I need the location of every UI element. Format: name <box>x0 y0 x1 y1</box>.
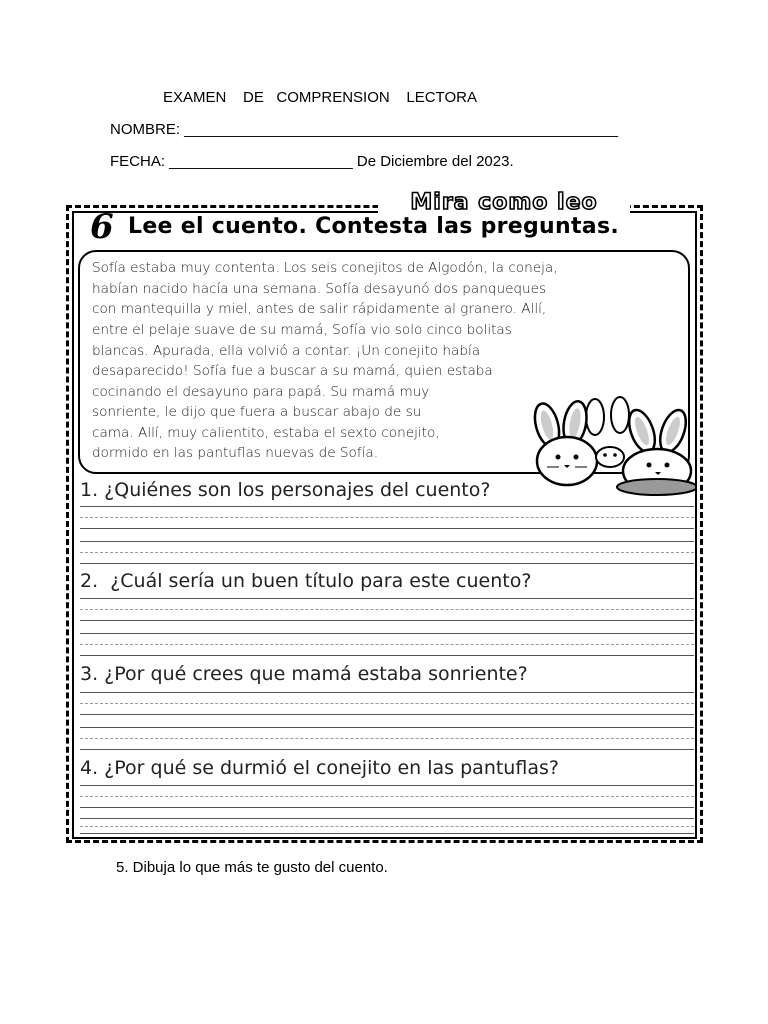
instruction-number: 6 <box>90 207 114 247</box>
question-3: 3. ¿Por qué crees que mamá estaba sonriente? <box>80 663 528 685</box>
answer-line <box>80 506 694 507</box>
banner-title: Mira como leo <box>410 190 598 215</box>
question-1: 1. ¿Quiénes son los personajes del cuento? <box>80 479 491 501</box>
answer-guide-line <box>80 738 694 739</box>
story-line: habían nacido hacía una semana. Sofía desayunó dos panqueques <box>92 281 547 297</box>
answer-line <box>80 785 694 786</box>
story-line: cocinando el desayuno para papá. Su mamá muy <box>92 384 430 400</box>
answer-line <box>80 528 694 529</box>
answer-line <box>80 749 694 750</box>
answer-line <box>80 818 694 819</box>
story-line: Sofía estaba muy contenta. Los seis conejitos de Algodón, la coneja, <box>92 260 558 276</box>
question-5: 5. Dibuja lo que más te gusto del cuento. <box>116 859 388 876</box>
date-field-label: FECHA: ______________________ De Diciembre del 2023. <box>110 153 514 170</box>
answer-line <box>80 833 694 834</box>
answer-guide-line <box>80 517 694 518</box>
answer-guide-line <box>80 796 694 797</box>
answer-line <box>80 727 694 728</box>
answer-line <box>80 541 694 542</box>
instruction-heading: Lee el cuento. Contesta las preguntas. <box>128 214 619 239</box>
story-line: sonriente, le dijo que fuera a buscar abajo de su <box>92 404 422 420</box>
question-4: 4. ¿Por qué se durmió el conejito en las pantuflas? <box>80 757 559 779</box>
answer-guide-line <box>80 552 694 553</box>
exam-title: EXAMEN DE COMPRENSION LECTORA <box>163 89 477 106</box>
story-line: dormido en las pantuflas nuevas de Sofía. <box>92 445 379 461</box>
banner <box>378 190 630 216</box>
story-line: desaparecido! Sofía fue a buscar a su mamá, quien estaba <box>92 363 493 379</box>
name-field-label: NOMBRE: ____________________________________________________ <box>110 121 618 138</box>
answer-line <box>80 633 694 634</box>
answer-guide-line <box>80 609 694 610</box>
answer-line <box>80 714 694 715</box>
answer-guide-line <box>80 703 694 704</box>
answer-guide-line <box>80 826 694 827</box>
answer-line <box>80 655 694 656</box>
answer-guide-line <box>80 644 694 645</box>
story-line: cama. Allí, muy calientito, estaba el sexto conejito, <box>92 425 440 441</box>
story-line: con mantequilla y miel, antes de salir rápidamente al granero. Allí, <box>92 301 547 317</box>
bunnies-illustration <box>525 395 695 500</box>
question-2: 2. ¿Cuál sería un buen título para este cuento? <box>80 570 532 592</box>
story-line: blancas. Apurada, ella volvió a contar. ¡Un conejito había <box>92 343 481 359</box>
answer-line <box>80 598 694 599</box>
answer-line <box>80 692 694 693</box>
answer-line <box>80 563 694 564</box>
answer-line <box>80 620 694 621</box>
story-line: entre el pelaje suave de su mamá, Sofía vio solo cinco bolitas <box>92 322 512 338</box>
answer-line <box>80 807 694 808</box>
